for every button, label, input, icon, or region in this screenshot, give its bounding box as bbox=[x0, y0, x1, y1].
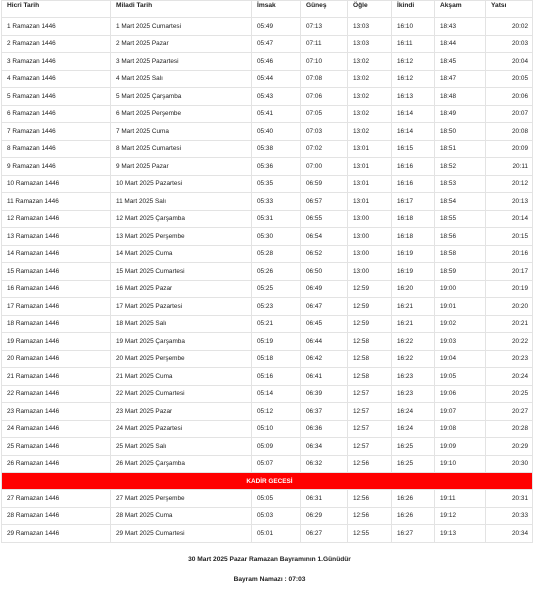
aksam-cell: 19:01 bbox=[435, 298, 486, 316]
ogle-cell: 12:58 bbox=[348, 368, 392, 386]
imsak-cell: 05:10 bbox=[252, 420, 301, 438]
ogle-cell: 12:58 bbox=[348, 333, 392, 351]
table-row bbox=[2, 105, 533, 123]
hicri-cell: 12 Ramazan 1446 bbox=[2, 210, 111, 228]
bayram-namazi-row bbox=[2, 573, 533, 587]
miladi-cell: 2 Mart 2025 Pazar bbox=[111, 35, 252, 53]
miladi-cell: 28 Mart 2025 Cuma bbox=[111, 507, 252, 525]
yatsi-cell: 20:27 bbox=[486, 403, 533, 421]
yatsi-cell: 20:30 bbox=[486, 455, 533, 473]
header-miladi-tarih: Miladi Tarih bbox=[111, 1, 252, 18]
ikindi-cell: 16:21 bbox=[392, 298, 435, 316]
ikindi-cell: 16:16 bbox=[392, 158, 435, 176]
imsak-cell: 05:12 bbox=[252, 403, 301, 421]
miladi-cell: 12 Mart 2025 Çarşamba bbox=[111, 210, 252, 228]
table-row bbox=[2, 385, 533, 403]
aksam-cell: 18:44 bbox=[435, 35, 486, 53]
imsak-cell: 05:44 bbox=[252, 70, 301, 88]
ogle-cell: 12:59 bbox=[348, 280, 392, 298]
table-row bbox=[2, 280, 533, 298]
miladi-cell: 22 Mart 2025 Cumartesi bbox=[111, 385, 252, 403]
header-hicri-tarih: Hicri Tarih bbox=[2, 1, 111, 18]
ikindi-cell: 16:24 bbox=[392, 403, 435, 421]
header-imsak: İmsak bbox=[252, 1, 301, 18]
yatsi-cell: 20:33 bbox=[486, 507, 533, 525]
aksam-cell: 18:54 bbox=[435, 193, 486, 211]
aksam-cell: 18:58 bbox=[435, 245, 486, 263]
table-row bbox=[2, 438, 533, 456]
gunes-cell: 06:42 bbox=[301, 350, 348, 368]
imsak-cell: 05:19 bbox=[252, 333, 301, 351]
hicri-cell: 21 Ramazan 1446 bbox=[2, 368, 111, 386]
hicri-cell: 14 Ramazan 1446 bbox=[2, 245, 111, 263]
ikindi-cell: 16:14 bbox=[392, 105, 435, 123]
miladi-cell: 1 Mart 2025 Cumartesi bbox=[111, 18, 252, 36]
yatsi-cell: 20:25 bbox=[486, 385, 533, 403]
imsak-cell: 05:41 bbox=[252, 105, 301, 123]
miladi-cell: 8 Mart 2025 Cumartesi bbox=[111, 140, 252, 158]
ogle-cell: 13:00 bbox=[348, 245, 392, 263]
miladi-cell: 16 Mart 2025 Pazar bbox=[111, 280, 252, 298]
table-row bbox=[2, 88, 533, 106]
imsak-cell: 05:43 bbox=[252, 88, 301, 106]
aksam-cell: 19:05 bbox=[435, 368, 486, 386]
ogle-cell: 13:00 bbox=[348, 228, 392, 246]
table-row bbox=[2, 245, 533, 263]
ikindi-cell: 16:19 bbox=[392, 263, 435, 281]
table-row bbox=[2, 455, 533, 473]
gunes-cell: 06:44 bbox=[301, 333, 348, 351]
miladi-cell: 19 Mart 2025 Çarşamba bbox=[111, 333, 252, 351]
hicri-cell: 29 Ramazan 1446 bbox=[2, 525, 111, 543]
ogle-cell: 13:01 bbox=[348, 158, 392, 176]
aksam-cell: 19:02 bbox=[435, 315, 486, 333]
miladi-cell: 13 Mart 2025 Perşembe bbox=[111, 228, 252, 246]
hicri-cell: 2 Ramazan 1446 bbox=[2, 35, 111, 53]
ikindi-cell: 16:15 bbox=[392, 140, 435, 158]
yatsi-cell: 20:04 bbox=[486, 53, 533, 71]
yatsi-cell: 20:21 bbox=[486, 315, 533, 333]
table-row bbox=[2, 228, 533, 246]
imsak-cell: 05:21 bbox=[252, 315, 301, 333]
bayram-namazi-text: Bayram Namazı : 07:03 bbox=[233, 576, 306, 583]
miladi-cell: 24 Mart 2025 Pazartesi bbox=[111, 420, 252, 438]
yatsi-cell: 20:20 bbox=[486, 298, 533, 316]
hicri-cell: 18 Ramazan 1446 bbox=[2, 315, 111, 333]
imsak-cell: 05:05 bbox=[252, 490, 301, 508]
ikindi-cell: 16:11 bbox=[392, 35, 435, 53]
ogle-cell: 13:00 bbox=[348, 210, 392, 228]
hicri-cell: 22 Ramazan 1446 bbox=[2, 385, 111, 403]
ikindi-cell: 16:12 bbox=[392, 53, 435, 71]
ogle-cell: 13:02 bbox=[348, 53, 392, 71]
header-ogle: Öğle bbox=[348, 1, 392, 18]
imsak-cell: 05:28 bbox=[252, 245, 301, 263]
table-row bbox=[2, 507, 533, 525]
hicri-cell: 28 Ramazan 1446 bbox=[2, 507, 111, 525]
miladi-cell: 6 Mart 2025 Perşembe bbox=[111, 105, 252, 123]
imsak-cell: 05:46 bbox=[252, 53, 301, 71]
gunes-cell: 06:55 bbox=[301, 210, 348, 228]
imsak-cell: 05:49 bbox=[252, 18, 301, 36]
aksam-cell: 18:50 bbox=[435, 123, 486, 141]
ogle-cell: 12:56 bbox=[348, 490, 392, 508]
ogle-cell: 12:57 bbox=[348, 385, 392, 403]
imsak-cell: 05:40 bbox=[252, 123, 301, 141]
aksam-cell: 19:03 bbox=[435, 333, 486, 351]
imsak-cell: 05:23 bbox=[252, 298, 301, 316]
imsak-cell: 05:30 bbox=[252, 228, 301, 246]
gunes-cell: 07:13 bbox=[301, 18, 348, 36]
aksam-cell: 18:52 bbox=[435, 158, 486, 176]
imsak-cell: 05:03 bbox=[252, 507, 301, 525]
yatsi-cell: 20:03 bbox=[486, 35, 533, 53]
imsak-cell: 05:31 bbox=[252, 210, 301, 228]
yatsi-cell: 20:11 bbox=[486, 158, 533, 176]
ikindi-cell: 16:10 bbox=[392, 18, 435, 36]
hicri-cell: 16 Ramazan 1446 bbox=[2, 280, 111, 298]
table-row bbox=[2, 315, 533, 333]
ogle-cell: 12:57 bbox=[348, 420, 392, 438]
table-row bbox=[2, 53, 533, 71]
imsak-cell: 05:07 bbox=[252, 455, 301, 473]
miladi-cell: 11 Mart 2025 Salı bbox=[111, 193, 252, 211]
gunes-cell: 06:34 bbox=[301, 438, 348, 456]
miladi-cell: 27 Mart 2025 Perşembe bbox=[111, 490, 252, 508]
ramadan-timetable bbox=[1, 0, 533, 587]
ikindi-cell: 16:14 bbox=[392, 123, 435, 141]
ogle-cell: 12:56 bbox=[348, 507, 392, 525]
header-ikindi: İkindi bbox=[392, 1, 435, 18]
aksam-cell: 19:08 bbox=[435, 420, 486, 438]
imsak-cell: 05:14 bbox=[252, 385, 301, 403]
aksam-cell: 18:56 bbox=[435, 228, 486, 246]
miladi-cell: 3 Mart 2025 Pazartesi bbox=[111, 53, 252, 71]
gunes-cell: 06:31 bbox=[301, 490, 348, 508]
ogle-cell: 13:02 bbox=[348, 123, 392, 141]
ikindi-cell: 16:24 bbox=[392, 420, 435, 438]
ikindi-cell: 16:20 bbox=[392, 280, 435, 298]
miladi-cell: 7 Mart 2025 Cuma bbox=[111, 123, 252, 141]
hicri-cell: 3 Ramazan 1446 bbox=[2, 53, 111, 71]
ogle-cell: 13:01 bbox=[348, 193, 392, 211]
table-row bbox=[2, 158, 533, 176]
yatsi-cell: 20:08 bbox=[486, 123, 533, 141]
ikindi-cell: 16:26 bbox=[392, 490, 435, 508]
table-row bbox=[2, 368, 533, 386]
aksam-cell: 19:12 bbox=[435, 507, 486, 525]
kadir-gecesi-section bbox=[2, 473, 533, 490]
aksam-cell: 18:47 bbox=[435, 70, 486, 88]
yatsi-cell: 20:05 bbox=[486, 70, 533, 88]
table-row bbox=[2, 140, 533, 158]
ikindi-cell: 16:19 bbox=[392, 245, 435, 263]
ikindi-cell: 16:21 bbox=[392, 315, 435, 333]
yatsi-cell: 20:07 bbox=[486, 105, 533, 123]
miladi-cell: 14 Mart 2025 Cuma bbox=[111, 245, 252, 263]
yatsi-cell: 20:02 bbox=[486, 18, 533, 36]
miladi-cell: 10 Mart 2025 Pazartesi bbox=[111, 175, 252, 193]
yatsi-cell: 20:31 bbox=[486, 490, 533, 508]
miladi-cell: 21 Mart 2025 Cuma bbox=[111, 368, 252, 386]
gunes-cell: 06:59 bbox=[301, 175, 348, 193]
hicri-cell: 27 Ramazan 1446 bbox=[2, 490, 111, 508]
yatsi-cell: 20:28 bbox=[486, 420, 533, 438]
aksam-cell: 18:55 bbox=[435, 210, 486, 228]
gunes-cell: 06:50 bbox=[301, 263, 348, 281]
kadir-gecesi-label: KADİR GECESİ bbox=[2, 473, 533, 490]
ikindi-cell: 16:27 bbox=[392, 525, 435, 543]
yatsi-cell: 20:34 bbox=[486, 525, 533, 543]
gunes-cell: 06:27 bbox=[301, 525, 348, 543]
gunes-cell: 06:49 bbox=[301, 280, 348, 298]
hicri-cell: 20 Ramazan 1446 bbox=[2, 350, 111, 368]
table-row bbox=[2, 333, 533, 351]
hicri-cell: 23 Ramazan 1446 bbox=[2, 403, 111, 421]
gunes-cell: 07:10 bbox=[301, 53, 348, 71]
ikindi-cell: 16:26 bbox=[392, 507, 435, 525]
table-row bbox=[2, 18, 533, 36]
aksam-cell: 18:53 bbox=[435, 175, 486, 193]
ogle-cell: 12:58 bbox=[348, 350, 392, 368]
aksam-cell: 18:51 bbox=[435, 140, 486, 158]
gunes-cell: 06:36 bbox=[301, 420, 348, 438]
ikindi-cell: 16:12 bbox=[392, 70, 435, 88]
table-row bbox=[2, 70, 533, 88]
imsak-cell: 05:16 bbox=[252, 368, 301, 386]
imsak-cell: 05:38 bbox=[252, 140, 301, 158]
hicri-cell: 4 Ramazan 1446 bbox=[2, 70, 111, 88]
miladi-cell: 15 Mart 2025 Cumartesi bbox=[111, 263, 252, 281]
aksam-cell: 19:09 bbox=[435, 438, 486, 456]
gunes-cell: 06:37 bbox=[301, 403, 348, 421]
gunes-cell: 06:45 bbox=[301, 315, 348, 333]
hicri-cell: 6 Ramazan 1446 bbox=[2, 105, 111, 123]
miladi-cell: 26 Mart 2025 Çarşamba bbox=[111, 455, 252, 473]
ikindi-cell: 16:18 bbox=[392, 210, 435, 228]
yatsi-cell: 20:06 bbox=[486, 88, 533, 106]
ikindi-cell: 16:18 bbox=[392, 228, 435, 246]
table-row bbox=[2, 123, 533, 141]
ikindi-cell: 16:16 bbox=[392, 175, 435, 193]
imsak-cell: 05:18 bbox=[252, 350, 301, 368]
table-row bbox=[2, 193, 533, 211]
hicri-cell: 24 Ramazan 1446 bbox=[2, 420, 111, 438]
miladi-cell: 17 Mart 2025 Pazartesi bbox=[111, 298, 252, 316]
yatsi-cell: 20:29 bbox=[486, 438, 533, 456]
table-row bbox=[2, 525, 533, 543]
ogle-cell: 12:56 bbox=[348, 455, 392, 473]
gunes-cell: 07:11 bbox=[301, 35, 348, 53]
yatsi-cell: 20:09 bbox=[486, 140, 533, 158]
aksam-cell: 19:11 bbox=[435, 490, 486, 508]
imsak-cell: 05:26 bbox=[252, 263, 301, 281]
ikindi-cell: 16:22 bbox=[392, 333, 435, 351]
aksam-cell: 18:43 bbox=[435, 18, 486, 36]
table-header-row bbox=[2, 1, 533, 18]
gunes-cell: 07:06 bbox=[301, 88, 348, 106]
imsak-cell: 05:36 bbox=[252, 158, 301, 176]
table-row bbox=[2, 263, 533, 281]
hicri-cell: 19 Ramazan 1446 bbox=[2, 333, 111, 351]
table-body-after bbox=[2, 490, 533, 543]
yatsi-cell: 20:17 bbox=[486, 263, 533, 281]
ogle-cell: 12:59 bbox=[348, 298, 392, 316]
hicri-cell: 8 Ramazan 1446 bbox=[2, 140, 111, 158]
miladi-cell: 25 Mart 2025 Salı bbox=[111, 438, 252, 456]
yatsi-cell: 20:24 bbox=[486, 368, 533, 386]
hicri-cell: 9 Ramazan 1446 bbox=[2, 158, 111, 176]
ogle-cell: 12:59 bbox=[348, 315, 392, 333]
aksam-cell: 19:07 bbox=[435, 403, 486, 421]
gunes-cell: 06:39 bbox=[301, 385, 348, 403]
imsak-cell: 05:01 bbox=[252, 525, 301, 543]
ogle-cell: 13:01 bbox=[348, 175, 392, 193]
hicri-cell: 25 Ramazan 1446 bbox=[2, 438, 111, 456]
ogle-cell: 13:01 bbox=[348, 140, 392, 158]
ogle-cell: 13:00 bbox=[348, 263, 392, 281]
yatsi-cell: 20:23 bbox=[486, 350, 533, 368]
aksam-cell: 19:10 bbox=[435, 455, 486, 473]
table-row bbox=[2, 490, 533, 508]
yatsi-cell: 20:15 bbox=[486, 228, 533, 246]
ikindi-cell: 16:17 bbox=[392, 193, 435, 211]
aksam-cell: 18:59 bbox=[435, 263, 486, 281]
ogle-cell: 13:03 bbox=[348, 35, 392, 53]
aksam-cell: 19:04 bbox=[435, 350, 486, 368]
miladi-cell: 5 Mart 2025 Çarşamba bbox=[111, 88, 252, 106]
yatsi-cell: 20:16 bbox=[486, 245, 533, 263]
hicri-cell: 13 Ramazan 1446 bbox=[2, 228, 111, 246]
miladi-cell: 18 Mart 2025 Salı bbox=[111, 315, 252, 333]
aksam-cell: 18:48 bbox=[435, 88, 486, 106]
miladi-cell: 23 Mart 2025 Pazar bbox=[111, 403, 252, 421]
yatsi-cell: 20:22 bbox=[486, 333, 533, 351]
aksam-cell: 19:00 bbox=[435, 280, 486, 298]
yatsi-cell: 20:12 bbox=[486, 175, 533, 193]
table-row bbox=[2, 175, 533, 193]
ogle-cell: 13:02 bbox=[348, 88, 392, 106]
header-gunes: Güneş bbox=[301, 1, 348, 18]
ogle-cell: 12:57 bbox=[348, 403, 392, 421]
aksam-cell: 19:06 bbox=[435, 385, 486, 403]
ikindi-cell: 16:25 bbox=[392, 438, 435, 456]
gunes-cell: 06:52 bbox=[301, 245, 348, 263]
table-body-before bbox=[2, 18, 533, 473]
miladi-cell: 9 Mart 2025 Pazar bbox=[111, 158, 252, 176]
hicri-cell: 10 Ramazan 1446 bbox=[2, 175, 111, 193]
table-footer bbox=[2, 542, 533, 587]
yatsi-cell: 20:19 bbox=[486, 280, 533, 298]
hicri-cell: 17 Ramazan 1446 bbox=[2, 298, 111, 316]
hicri-cell: 5 Ramazan 1446 bbox=[2, 88, 111, 106]
gunes-cell: 06:41 bbox=[301, 368, 348, 386]
imsak-cell: 05:25 bbox=[252, 280, 301, 298]
gunes-cell: 07:00 bbox=[301, 158, 348, 176]
table-row bbox=[2, 350, 533, 368]
yatsi-cell: 20:13 bbox=[486, 193, 533, 211]
ogle-cell: 13:02 bbox=[348, 105, 392, 123]
imsak-cell: 05:09 bbox=[252, 438, 301, 456]
ikindi-cell: 16:13 bbox=[392, 88, 435, 106]
header-yatsi: Yatsı bbox=[486, 1, 533, 18]
bayram-row bbox=[2, 553, 533, 567]
ogle-cell: 13:02 bbox=[348, 70, 392, 88]
table-row bbox=[2, 403, 533, 421]
table-row bbox=[2, 298, 533, 316]
aksam-cell: 18:49 bbox=[435, 105, 486, 123]
gunes-cell: 07:05 bbox=[301, 105, 348, 123]
yatsi-cell: 20:14 bbox=[486, 210, 533, 228]
miladi-cell: 4 Mart 2025 Salı bbox=[111, 70, 252, 88]
miladi-cell: 29 Mart 2025 Cumartesi bbox=[111, 525, 252, 543]
gunes-cell: 06:32 bbox=[301, 455, 348, 473]
ikindi-cell: 16:25 bbox=[392, 455, 435, 473]
aksam-cell: 18:45 bbox=[435, 53, 486, 71]
gunes-cell: 06:57 bbox=[301, 193, 348, 211]
miladi-cell: 20 Mart 2025 Perşembe bbox=[111, 350, 252, 368]
kadir-gecesi-row bbox=[2, 473, 533, 490]
gunes-cell: 06:47 bbox=[301, 298, 348, 316]
ikindi-cell: 16:23 bbox=[392, 368, 435, 386]
aksam-cell: 19:13 bbox=[435, 525, 486, 543]
ogle-cell: 12:57 bbox=[348, 438, 392, 456]
hicri-cell: 26 Ramazan 1446 bbox=[2, 455, 111, 473]
imsak-cell: 05:47 bbox=[252, 35, 301, 53]
imsak-cell: 05:33 bbox=[252, 193, 301, 211]
ogle-cell: 13:03 bbox=[348, 18, 392, 36]
hicri-cell: 11 Ramazan 1446 bbox=[2, 193, 111, 211]
table-row bbox=[2, 420, 533, 438]
bayram-text: 30 Mart 2025 Pazar Ramazan Bayramının 1.Günüdür bbox=[188, 556, 351, 563]
gunes-cell: 06:29 bbox=[301, 507, 348, 525]
hicri-cell: 15 Ramazan 1446 bbox=[2, 263, 111, 281]
hicri-cell: 1 Ramazan 1446 bbox=[2, 18, 111, 36]
gunes-cell: 07:02 bbox=[301, 140, 348, 158]
table-row bbox=[2, 35, 533, 53]
gunes-cell: 06:54 bbox=[301, 228, 348, 246]
imsak-cell: 05:35 bbox=[252, 175, 301, 193]
header-aksam: Akşam bbox=[435, 1, 486, 18]
table-row bbox=[2, 210, 533, 228]
ogle-cell: 12:55 bbox=[348, 525, 392, 543]
ikindi-cell: 16:22 bbox=[392, 350, 435, 368]
gunes-cell: 07:03 bbox=[301, 123, 348, 141]
hicri-cell: 7 Ramazan 1446 bbox=[2, 123, 111, 141]
ikindi-cell: 16:23 bbox=[392, 385, 435, 403]
gunes-cell: 07:08 bbox=[301, 70, 348, 88]
